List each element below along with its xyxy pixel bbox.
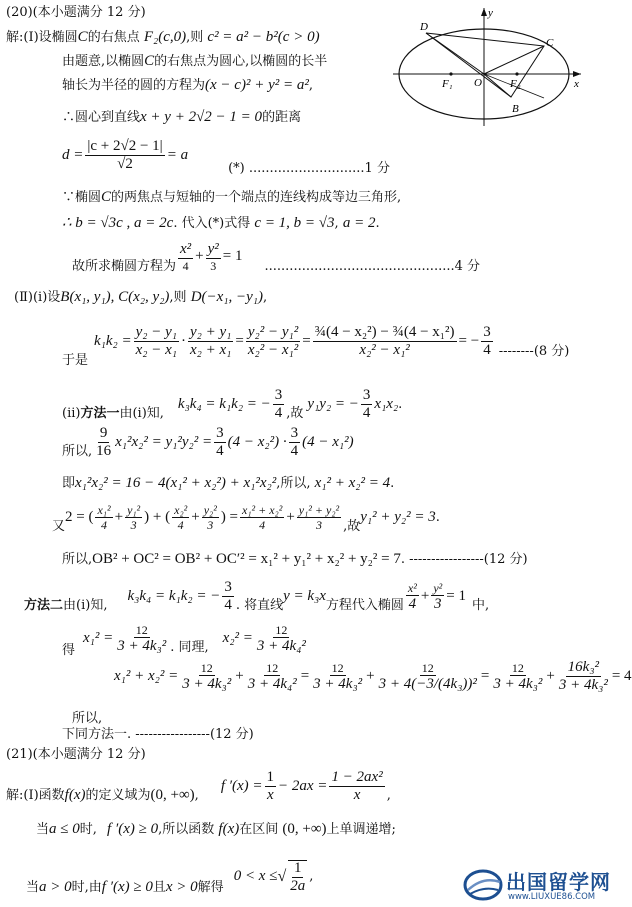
q20-method2-step1: 得 x₁² = $\frac{12}{\text{3 + 4k₃²}}$ . 同理, x₂² = $\frac{12}{\text{3 + 4k₄²}}$: [62, 622, 306, 658]
globe-icon: [462, 868, 504, 902]
q21-line-2: 当a ≤ 0时, f ′(x) ≥ 0,所以函数 f(x)在区间 (0, +∞)上单调递增;: [36, 821, 396, 837]
label-f2: F₂: [510, 78, 521, 90]
ellipse-diagram: [393, 6, 589, 128]
x-axis-arrow: [573, 71, 581, 77]
q20-method1-result: 所以,OB² + OC² = OB² + OC′² = x₁² + y₁² + x₂² + y₂² = 7. -----------------(12 分): [62, 551, 528, 567]
q20-header: (20)(本小题满分 12 分): [6, 5, 146, 20]
q21-header: (21)(本小题满分 12 分): [6, 747, 146, 762]
y-axis-arrow: [481, 8, 487, 16]
q20-line-4: ∴圆心到直线x + y + 2√2 − 1 = 0的距离: [62, 109, 302, 125]
q21-line-1: 解:(Ⅰ)函数 f(x) 的定义域为 (0, +∞) , f ′(x) = $\frac{1}{x}$ − 2ax = $\frac{\text{1 − 2ax²}}{x}$ ,: [6, 769, 391, 803]
watermark-title: 出国留学网: [506, 870, 611, 894]
label-b: B: [512, 103, 519, 115]
q20-method1-step4: 又 2 = ( $\frac{\text{x₁²}}{4}$ + $\frac{\text{y₁²}}{3}$ ) + ( $\frac{\text{x₂²}}{4}$ + $\frac{\text{y₂²}}{3}$ ) = $\frac{\text{x₁² + x₂²}}{4}$ + $\frac{\text{y₁² + y₂²}}{3}$ ,故 y₁² + y₂² = 3 .: [52, 503, 440, 534]
label-o: O: [474, 77, 482, 89]
q20-distance: d = $\frac{|c + 2√2 - 1|}{√2}$ = a (*) ............................1 分: [62, 138, 390, 176]
q20-line-1: 解:(Ⅰ)设椭圆C的右焦点 F₂(c,0),则 c² = a² − b²(c > 0): [6, 29, 320, 45]
q20-line-2: 由题意,以椭圆C的右焦点为圆心,以椭圆的长半: [62, 53, 328, 69]
label-y: y: [488, 7, 493, 19]
focus-f2: [515, 72, 518, 75]
watermark-logo: [462, 866, 622, 904]
label-x: x: [574, 78, 579, 90]
label-d: D: [420, 21, 428, 33]
q20-line-6: ∵椭圆C的两焦点与短轴的一个端点的连线构成等边三角形,: [62, 189, 402, 205]
watermark-url: www.LIUXUE86.COM: [508, 892, 596, 902]
q20-ellipse-eq: 故所求椭圆方程为 $\frac{\text{x²}}{4}$ + $\frac{\text{y²}}{3}$ = 1 ..............................................4 分: [72, 240, 481, 274]
q20-method2-sum: x₁² + x₂² = $\frac{12}{\text{3 + 4k₃²}}$ + $\frac{12}{\text{3 + 4k₄²}}$ = $\frac{12}{\text{3 + 4k₃²}}$ + $\frac{12}{\text{3 + 4(−3/(4k₃))²}}$ = $\frac{12}{\text{3 + 4k₃²}}$ + $\frac{\text{16k₃²}}{\text{3 + 4k₃²}}$ = 4: [114, 659, 632, 693]
q20-method2-end: 下同方法一. -----------------(12 分): [62, 727, 254, 742]
q20-method1-step3: 即x₁²x₂² = 16 − 4(x₁² + x₂²) + x₁²x₂²,所以, x₁² + x₂² = 4.: [62, 475, 395, 491]
q20-method1: (ii) 方法一 由(i)知, k₃k₄ = k₁k₂ = − $\frac{3}{4}$ ,故 y₁y₂ = − $\frac{3}{4}$ x₁x₂ .: [62, 387, 403, 421]
q20-line-3: 轴长为半径的圆的方程为(x − c)² + y² = a²,: [62, 77, 313, 93]
segment-do: [426, 33, 484, 74]
q20-k1k2: 于是 k₁k₂ = $\frac{\text{y₂ − y₁}}{\text{x₂ − x₁}}$ · $\frac{\text{y₂ + y₁}}{\text{x₂ + x₁}}$ = $\frac{\text{y₂² − y₁²}}{\text{x₂² − x₁²}}$ = $\frac{\text{¾(4 − x₂²) − ¾(4 − x₁²)}}{\text{x₂² − x₁²}}$ = − $\frac{3}{4}$ --------(8 分): [62, 324, 570, 368]
q21-line-3: 当 a > 0 时,由 f ′(x) ≥ 0 且 x > 0 解得 0 < x ≤ √ $\frac{1}{2a}$ ,: [26, 859, 314, 895]
q20-line-7: ∴ b = √3c , a = 2c. 代入(*)式得 c = 1, b = √3, a = 2.: [62, 215, 380, 231]
segment-ob: [484, 74, 511, 97]
q20-method1-step2: 所以, $\frac{9}{16}$ x₁²x₂² = y₁²y₂² = $\frac{3}{4}$ (4 − x₂²) · $\frac{3}{4}$ (4 − x₁²): [62, 425, 354, 459]
label-f1: F₁: [442, 78, 453, 90]
q20-method2-so: 所以,: [72, 711, 103, 726]
label-c: C: [546, 37, 554, 49]
q20-part2-intro: (Ⅱ)(i)设B(x₁, y₁), C(x₂, y₂),则 D(−x₁, −y₁),: [14, 289, 268, 305]
q20-method2: 方法二 由(i)知, k₃k₄ = k₁k₂ = − $\frac{3}{4}$ . 将直线 y = k₃x 方程代入椭圆 $\frac{\text{x²}}{4}$ + $\frac{\text{y²}}{3}$ = 1 中,: [24, 579, 490, 613]
focus-f1: [449, 72, 452, 75]
